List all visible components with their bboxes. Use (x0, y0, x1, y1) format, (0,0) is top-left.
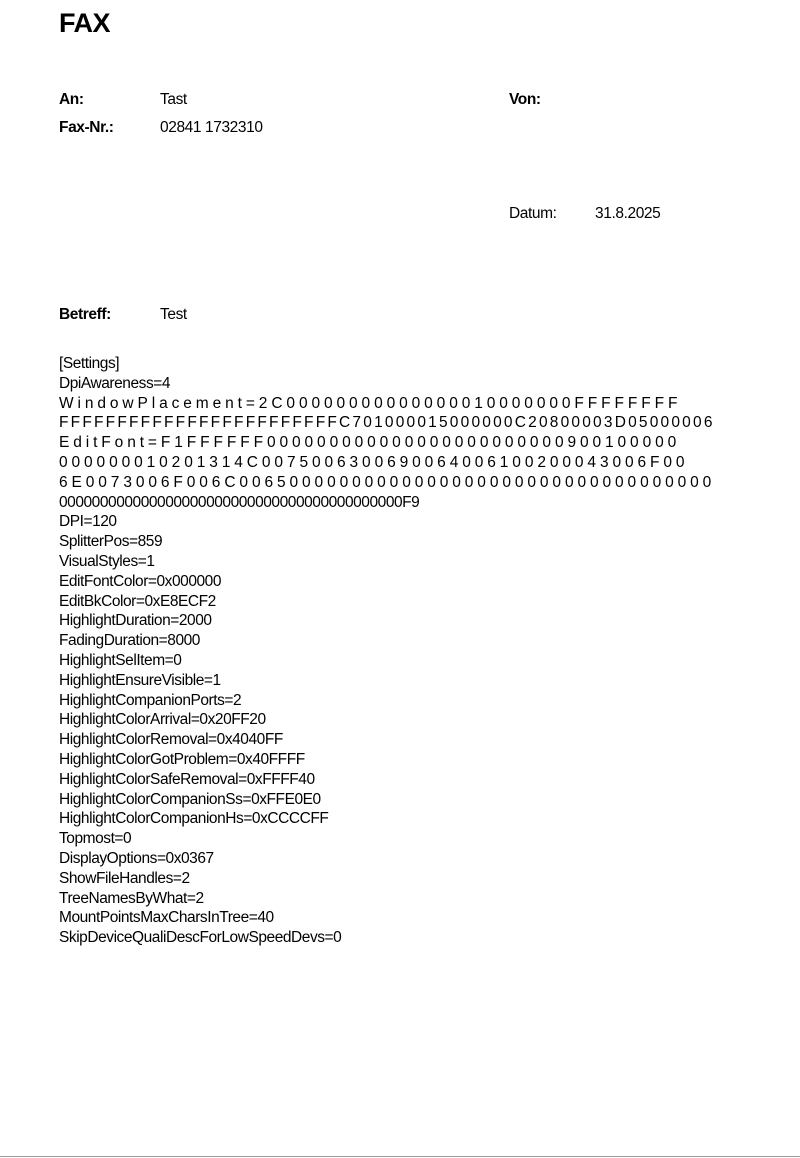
body-line: HighlightColorRemoval=0x4040FF (59, 731, 283, 749)
body-line: HighlightColorArrival=0x20FF20 (59, 711, 266, 729)
body-line: HighlightDuration=2000 (59, 612, 212, 630)
body-line: HighlightColorGotProblem=0x40FFFF (59, 750, 305, 768)
body-line: HighlightEnsureVisible=1 (59, 671, 221, 689)
body-line: TreeNamesByWhat=2 (59, 889, 204, 907)
body-line: 000000010201314C0075006300690064006100200043006F00 (59, 453, 689, 471)
date-value: 31.8.2025 (595, 205, 661, 222)
body-line: EditFont=F1FFFFFF000000000000000000000000900100000 (59, 434, 681, 452)
body-line: HighlightSelItem=0 (59, 651, 182, 669)
body-line: DisplayOptions=0x0367 (59, 849, 214, 867)
body-line: HighlightColorCompanionSs=0xFFE0E0 (59, 790, 321, 808)
page-bottom-divider (0, 1156, 800, 1157)
body-line: 6E0073006F006C00650000000000000000000000000000000000 (59, 473, 716, 491)
body-line: SplitterPos=859 (59, 533, 163, 551)
subject-value: Test (160, 306, 187, 323)
fax-number-label: Fax-Nr.: (59, 119, 114, 136)
body-line: Topmost=0 (59, 830, 132, 848)
body-line: EditFontColor=0x000000 (59, 572, 222, 590)
body-line: FadingDuration=8000 (59, 632, 200, 650)
recipient-label: An: (59, 91, 84, 108)
body-line: DpiAwareness=4 (59, 374, 171, 392)
fax-body (59, 354, 744, 948)
body-line: ShowFileHandles=2 (59, 869, 190, 887)
sender-label: Von: (509, 91, 541, 108)
recipient-value: Tast (160, 91, 187, 108)
body-line: MountPointsMaxCharsInTree=40 (59, 909, 274, 927)
subject-label: Betreff: (59, 306, 111, 323)
body-line: EditBkColor=0xE8ECF2 (59, 592, 216, 610)
body-line: SkipDeviceQualiDescForLowSpeedDevs=0 (59, 929, 342, 947)
body-line: HighlightCompanionPorts=2 (59, 691, 242, 709)
body-line: HighlightColorCompanionHs=0xCCCCFF (59, 810, 329, 828)
date-label: Datum: (509, 205, 557, 222)
body-line: FFFFFFFFFFFFFFFFFFFFFFFFC701000015000000C20800003D05000006 (59, 414, 715, 432)
fax-number-value: 02841 1732310 (160, 119, 263, 136)
body-line: HighlightColorSafeRemoval=0xFFFF40 (59, 770, 315, 788)
body-line: [Settings] (59, 355, 120, 372)
body-line: VisualStyles=1 (59, 552, 155, 570)
fax-title: FAX (59, 8, 111, 38)
body-line: 000000000000000000000000000000000000000000F9 (59, 493, 420, 511)
body-line: WindowPlacement=2C00000000000000010000000FFFFFFFF (59, 394, 682, 412)
body-line: DPI=120 (59, 513, 117, 531)
